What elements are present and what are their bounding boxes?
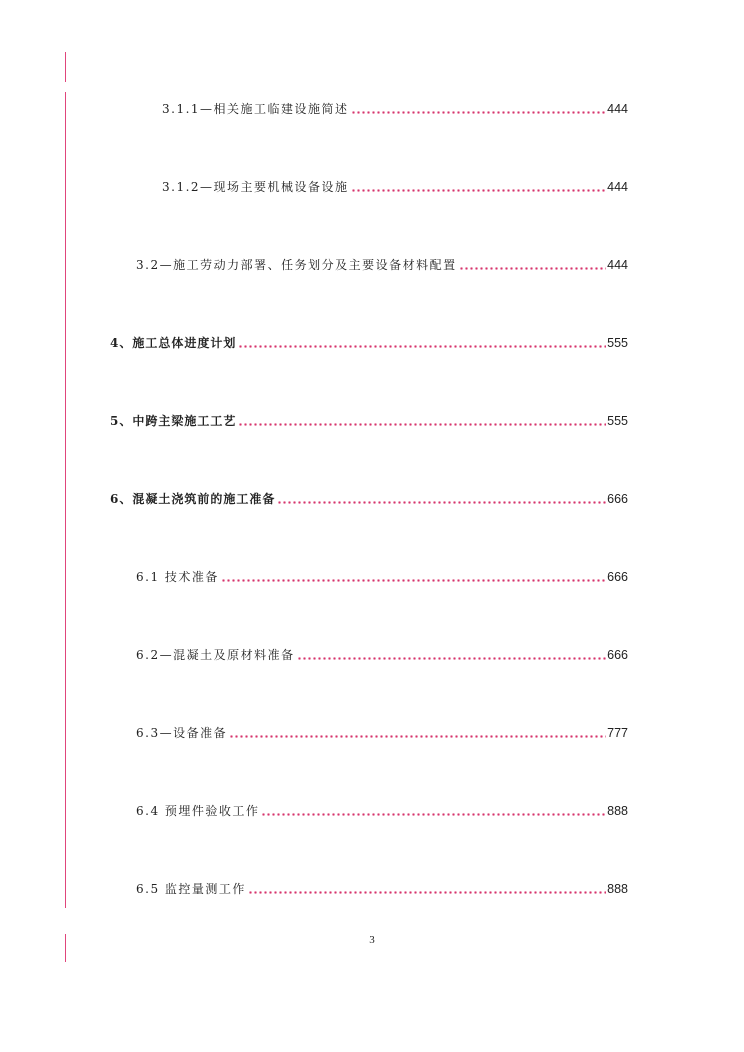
toc-entry[interactable] [136,644,628,664]
toc-dot-leader [351,188,607,193]
toc-entry[interactable] [162,176,628,196]
toc-page-number: 555 [607,414,628,428]
toc-entry-label: 3.1.1—相关施工临建设施简述 [162,102,349,116]
toc-entry-label: 6.1 技术准备 [136,570,219,584]
toc-page-number: 555 [607,336,628,350]
toc-dot-leader [248,890,606,895]
toc-dot-leader [277,500,606,505]
toc-entry-label: 6.2—混凝土及原材料准备 [136,648,295,662]
toc-dot-leader [459,266,607,271]
toc-entry-label: 3.2—施工劳动力部署、任务划分及主要设备材料配置 [136,258,457,272]
toc-dot-leader [238,344,606,349]
toc-entry-label: 6.4 预埋件验收工作 [136,804,260,818]
toc-page-number: 888 [607,882,628,896]
toc-entry-label: 6.3—设备准备 [136,726,228,740]
toc-dot-leader [238,422,606,427]
toc-entry[interactable] [136,800,628,820]
toc-entry[interactable] [136,722,628,742]
toc-dot-leader [261,812,606,817]
margin-line [65,92,66,908]
toc-entry[interactable] [162,98,628,118]
toc-entry[interactable] [136,254,628,274]
toc-entry-label: 3.1.2—现场主要机械设备设施 [162,180,349,194]
toc-entry[interactable] [110,332,628,352]
toc-entry-label: 6.5 监控量测工作 [136,882,246,896]
toc-page-number: 444 [607,258,628,272]
toc-entry[interactable] [136,878,628,898]
toc-entry-label: 5、中跨主梁施工工艺 [110,414,237,428]
toc-dot-leader [351,110,607,115]
page-number: 3 [369,934,375,946]
toc-entry-label: 6、混凝土浇筑前的施工准备 [110,492,276,506]
toc-page-number: 777 [607,726,628,740]
toc-page-number: 444 [607,102,628,116]
toc-dot-leader [297,656,607,661]
toc-entry[interactable] [110,410,628,430]
toc-page-number: 666 [607,648,628,662]
toc-dot-leader [221,578,606,583]
toc-dot-leader [229,734,606,739]
toc-entry[interactable] [110,488,628,508]
toc-page-number: 444 [607,180,628,194]
toc-page-number: 666 [607,570,628,584]
toc-entry[interactable] [136,566,628,586]
toc-entry-label: 4、施工总体进度计划 [110,336,237,350]
toc-page-number: 888 [607,804,628,818]
margin-line-top [65,52,66,82]
toc-page-number: 666 [607,492,628,506]
